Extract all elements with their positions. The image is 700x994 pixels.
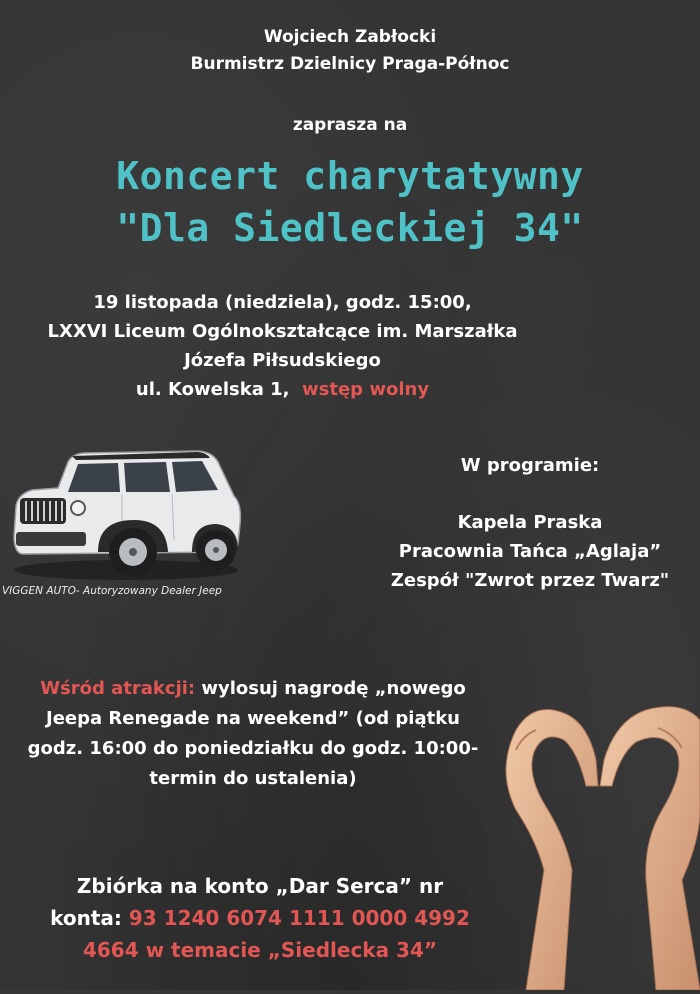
attractions-line4: termin do ustalenia) <box>149 768 357 789</box>
invites-text: zaprasza na <box>292 115 408 135</box>
details-address <box>0 375 565 404</box>
details-address-text: ul. Kowelska 1, <box>135 379 290 400</box>
details-venue-cont: Józefa Piłsudskiego <box>184 350 381 371</box>
event-title-line2: "Dla Siedleckiej 34" <box>116 206 584 250</box>
program-heading: W programie: <box>460 455 600 476</box>
donation-account-label: konta: <box>50 906 129 930</box>
donation-line1: Zbiórka na konto „Dar Serca” nr <box>76 874 444 898</box>
donation-line3: 4664 w temacie „Siedlecka 34” <box>82 938 438 962</box>
program-item: Kapela Praska <box>457 512 603 533</box>
organizer-name: Wojciech Zabłocki <box>263 27 437 47</box>
event-details <box>0 288 565 404</box>
jeep-car-icon <box>6 440 246 590</box>
program-item: Zespół "Zwrot przez Twarz" <box>390 570 670 591</box>
donation-block <box>0 870 520 966</box>
event-title-line1: Koncert charytatywny <box>116 154 584 198</box>
donation-line2 <box>0 902 520 934</box>
bank-account-number: 93 1240 6074 1111 0000 4992 <box>128 906 470 930</box>
attractions-line2: Jeepa Renegade na weekend” (od piątku <box>46 708 460 729</box>
organizer-block <box>0 24 700 78</box>
organizer-role: Burmistrz Dzielnicy Praga-Północ <box>190 54 510 74</box>
attractions-block <box>18 674 488 794</box>
details-date: 19 listopada (niedziela), godz. 15:00, <box>93 292 472 313</box>
free-entry-text: wstęp wolny <box>302 379 430 400</box>
program-item: Pracownia Tańca „Aglaja” <box>398 541 662 562</box>
event-title <box>0 150 700 254</box>
car-image <box>6 440 246 590</box>
attractions-text: wylosuj nagrodę „nowego <box>195 678 466 699</box>
attractions-label: Wśród atrakcji: <box>40 678 196 699</box>
car-caption: VIGGEN AUTO- Autoryzowany Dealer Jeep <box>2 585 222 597</box>
attractions-line1 <box>18 674 488 704</box>
program-list <box>370 508 690 595</box>
attractions-line3: godz. 16:00 do poniedziałku do godz. 10:00- <box>27 738 479 759</box>
details-venue: LXXVI Liceum Ogólnokształcące im. Marszałka <box>47 321 518 342</box>
